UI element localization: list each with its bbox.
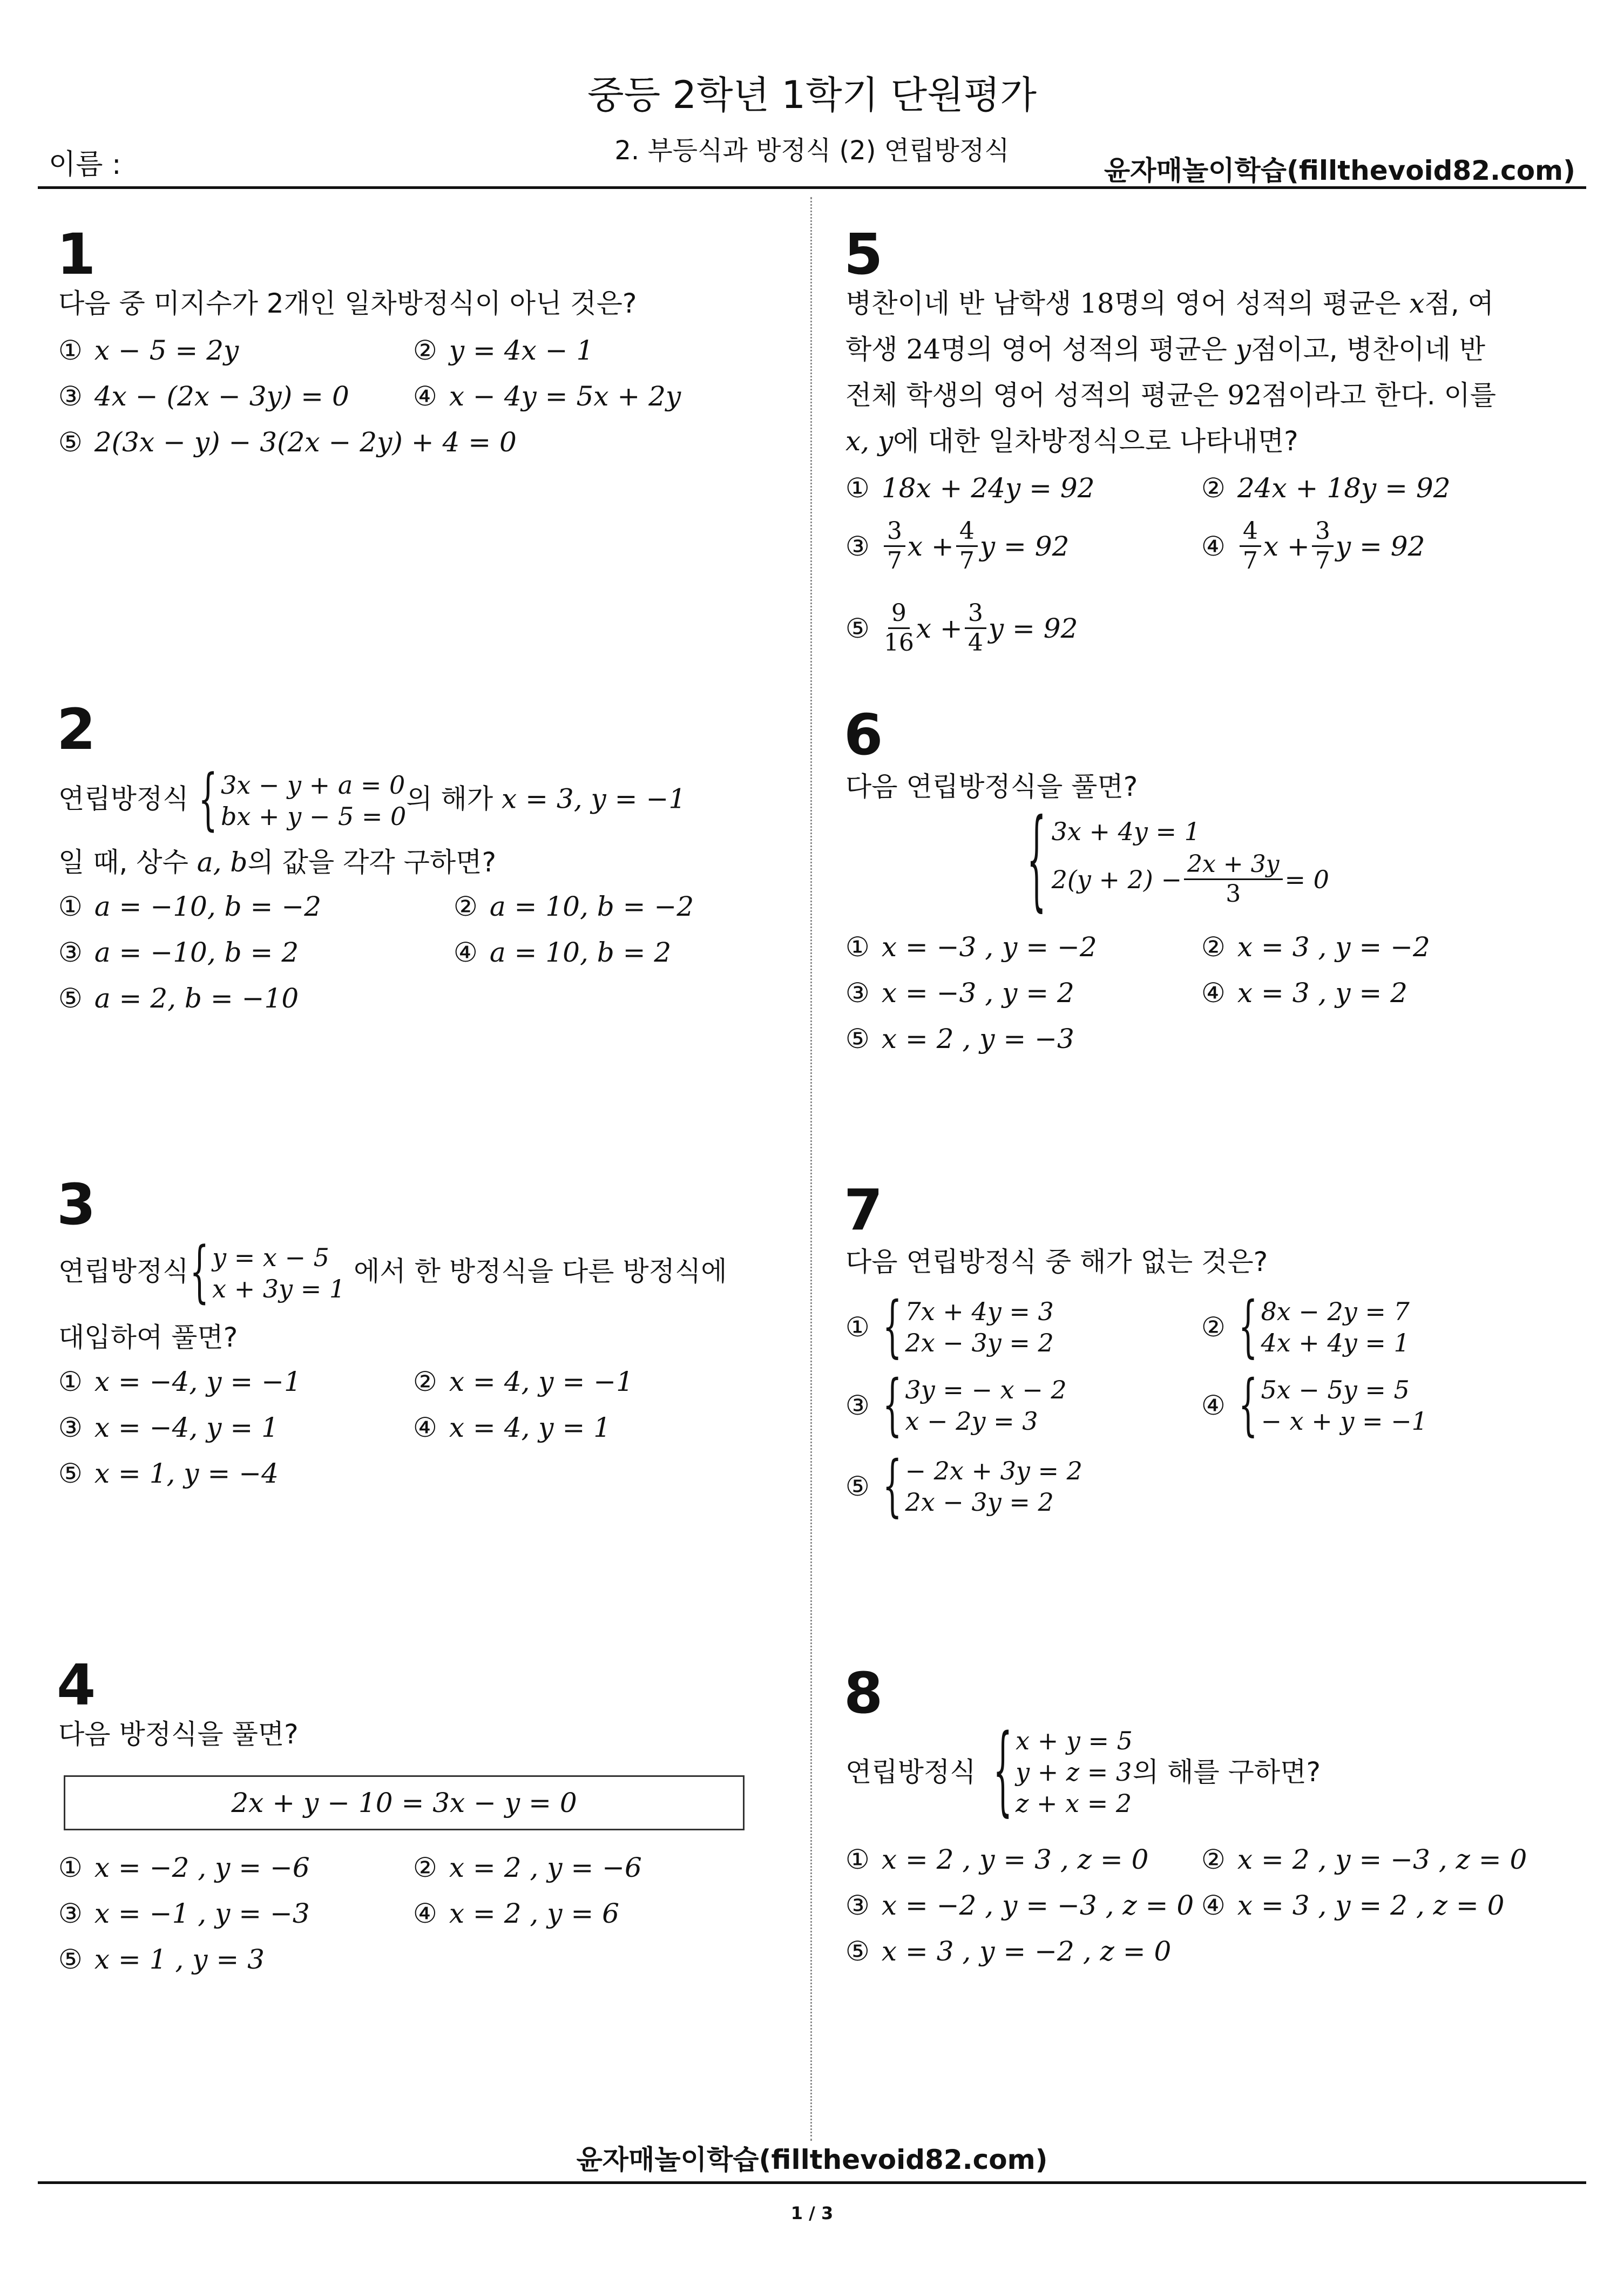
question-6-number: 6 — [844, 702, 883, 768]
q3-choice-1[interactable]: ① x = −4, y = −1 — [58, 1366, 301, 1397]
question-6-text: 다음 연립방정식을 풀면? — [845, 771, 1138, 802]
q1-choice-1[interactable]: ① x − 5 = 2y — [58, 335, 239, 366]
q1-choice-3[interactable]: ③ 4x − (2x − 3y) = 0 — [58, 381, 349, 412]
page-number: 1 / 3 — [790, 2203, 834, 2223]
q1-choice-4[interactable]: ④ x − 4y = 5x + 2y — [413, 381, 681, 412]
q8-system: { x + y = 5 y + z = 3 z + x = 2 — [993, 1715, 1133, 1828]
footer-rule — [38, 2181, 1586, 2184]
q2-choice-1[interactable]: ① a = −10, b = −2 — [58, 891, 322, 922]
question-7-text: 다음 연립방정식 중 해가 없는 것은? — [845, 1246, 1268, 1277]
q6-choice-3[interactable]: ③ x = −3 , y = 2 — [845, 977, 1074, 1009]
question-5-line-3: 전체 학생의 영어 성적의 평균은 92점이라고 한다. 이를 — [845, 380, 1497, 411]
q8-choice-5[interactable]: ⑤ x = 3 , y = −2 , z = 0 — [845, 1936, 1172, 1967]
q2-choice-5[interactable]: ⑤ a = 2, b = −10 — [58, 983, 299, 1014]
q5-choice-2[interactable]: ② 24x + 18y = 92 — [1201, 472, 1451, 504]
question-1-number: 1 — [57, 221, 96, 287]
question-5-number: 5 — [844, 221, 883, 287]
question-7-number: 7 — [844, 1177, 883, 1243]
q5-choice-3[interactable]: ③ $\frac{3}{7}$ x + $\frac{4}{7}$ y = 92 — [845, 517, 1070, 574]
q3-choice-5[interactable]: ⑤ x = 1, y = −4 — [58, 1458, 279, 1489]
q3-choice-2[interactable]: ② x = 4, y = −1 — [413, 1366, 633, 1397]
question-3-text: 연립방정식 { y = x − 5 x + 3y = 1 에서 한 방정식을 다른 방정식에 — [58, 1234, 727, 1311]
question-5-line-1: 병찬이네 반 남학생 18명의 영어 성적의 평균은 x점, 여 — [845, 288, 1494, 319]
question-2-number: 2 — [57, 697, 96, 762]
q3-system: { y = x − 5 x + 3y = 1 — [190, 1234, 346, 1311]
q8-choice-1[interactable]: ① x = 2 , y = 3 , z = 0 — [845, 1844, 1149, 1875]
question-3-text-line2: 대입하여 풀면? — [58, 1322, 238, 1353]
q2-choice-4[interactable]: ④ a = 10, b = 2 — [454, 937, 672, 968]
q4-equation-box: 2x + y − 10 = 3x − y = 0 — [64, 1775, 745, 1830]
q5-choice-1[interactable]: ① 18x + 24y = 92 — [845, 472, 1095, 504]
question-4-number: 4 — [57, 1652, 96, 1718]
question-4-text: 다음 방정식을 풀면? — [58, 1719, 299, 1750]
unit-subtitle: 2. 부등식과 방정식 (2) 연립방정식 — [614, 136, 1010, 166]
header-rule — [38, 186, 1586, 189]
question-8-number: 8 — [844, 1660, 883, 1726]
q5-choice-4[interactable]: ④ $\frac{4}{7}$ x + $\frac{3}{7}$ y = 92 — [1201, 517, 1425, 574]
q6-choice-2[interactable]: ② x = 3 , y = −2 — [1201, 931, 1430, 963]
question-2-text-line2: 일 때, 상수 a, b의 값을 각각 구하면? — [58, 847, 497, 878]
name-label: 이름 : — [49, 148, 121, 181]
q6-choice-1[interactable]: ① x = −3 , y = −2 — [845, 931, 1097, 963]
q4-choice-1[interactable]: ① x = −2 , y = −6 — [58, 1852, 310, 1883]
q7-choice-5[interactable]: ⑤ { − 2x + 3y = 2 2x − 3y = 2 — [845, 1448, 1082, 1525]
q3-choice-3[interactable]: ③ x = −4, y = 1 — [58, 1412, 279, 1443]
q6-system: { 3x + 4y = 1 2(y + 2) − $\frac{2x + 3y}{3}$ = 0 — [1027, 797, 1329, 924]
brand-footer: 윤자매놀이학습(fillthevoid82.com) — [576, 2144, 1048, 2175]
question-5-line-4: x, y에 대한 일차방정식으로 나타내면? — [845, 425, 1298, 457]
q5-choice-5[interactable]: ⑤ $\frac{9}{16}$ x + $\frac{3}{4}$ y = 92 — [845, 599, 1078, 657]
q2-system: { 3x − y + a = 0 bx + y − 5 = 0 — [198, 761, 407, 839]
q8-choice-4[interactable]: ④ x = 3 , y = 2 , z = 0 — [1201, 1890, 1505, 1921]
q4-choice-2[interactable]: ② x = 2 , y = −6 — [413, 1852, 642, 1883]
question-2-text: 연립방정식 { 3x − y + a = 0 bx + y − 5 = 0 의 해가 x = 3, y = −1 — [58, 761, 686, 839]
question-1-text: 다음 중 미지수가 2개인 일차방정식이 아닌 것은? — [58, 288, 637, 319]
column-divider — [810, 197, 812, 2141]
q4-choice-5[interactable]: ⑤ x = 1 , y = 3 — [58, 1944, 265, 1975]
brand-header: 윤자매놀이학습(fillthevoid82.com) — [1104, 155, 1575, 186]
q4-choice-3[interactable]: ③ x = −1 , y = −3 — [58, 1898, 310, 1929]
q3-choice-4[interactable]: ④ x = 4, y = 1 — [413, 1412, 611, 1443]
q8-choice-3[interactable]: ③ x = −2 , y = −3 , z = 0 — [845, 1890, 1194, 1921]
q2-choice-3[interactable]: ③ a = −10, b = 2 — [58, 937, 299, 968]
q8-choice-2[interactable]: ② x = 2 , y = −3 , z = 0 — [1201, 1844, 1527, 1875]
q7-choice-4[interactable]: ④ { 5x − 5y = 5 − x + y = −1 — [1201, 1367, 1427, 1444]
q2-choice-2[interactable]: ② a = 10, b = −2 — [454, 891, 694, 922]
q7-choice-3[interactable]: ③ { 3y = − x − 2 x − 2y = 3 — [845, 1367, 1067, 1444]
q6-choice-4[interactable]: ④ x = 3 , y = 2 — [1201, 977, 1408, 1009]
question-8-text: 연립방정식 { x + y = 5 y + z = 3 z + x = 2 의 해를 구하면? — [845, 1715, 1321, 1828]
question-3-number: 3 — [57, 1172, 96, 1238]
q1-choice-5[interactable]: ⑤ 2(3x − y) − 3(2x − 2y) + 4 = 0 — [58, 427, 517, 458]
q7-choice-1[interactable]: ① { 7x + 4y = 3 2x − 3y = 2 — [845, 1288, 1054, 1366]
q4-choice-4[interactable]: ④ x = 2 , y = 6 — [413, 1898, 619, 1929]
q7-choice-2[interactable]: ② { 8x − 2y = 7 4x + 4y = 1 — [1201, 1288, 1410, 1366]
page-title: 중등 2학년 1학기 단원평가 — [587, 73, 1037, 117]
question-5-line-2: 학생 24명의 영어 성적의 평균은 y점이고, 병찬이네 반 — [845, 334, 1486, 365]
q6-choice-5[interactable]: ⑤ x = 2 , y = −3 — [845, 1023, 1074, 1054]
q1-choice-2[interactable]: ② y = 4x − 1 — [413, 335, 594, 366]
